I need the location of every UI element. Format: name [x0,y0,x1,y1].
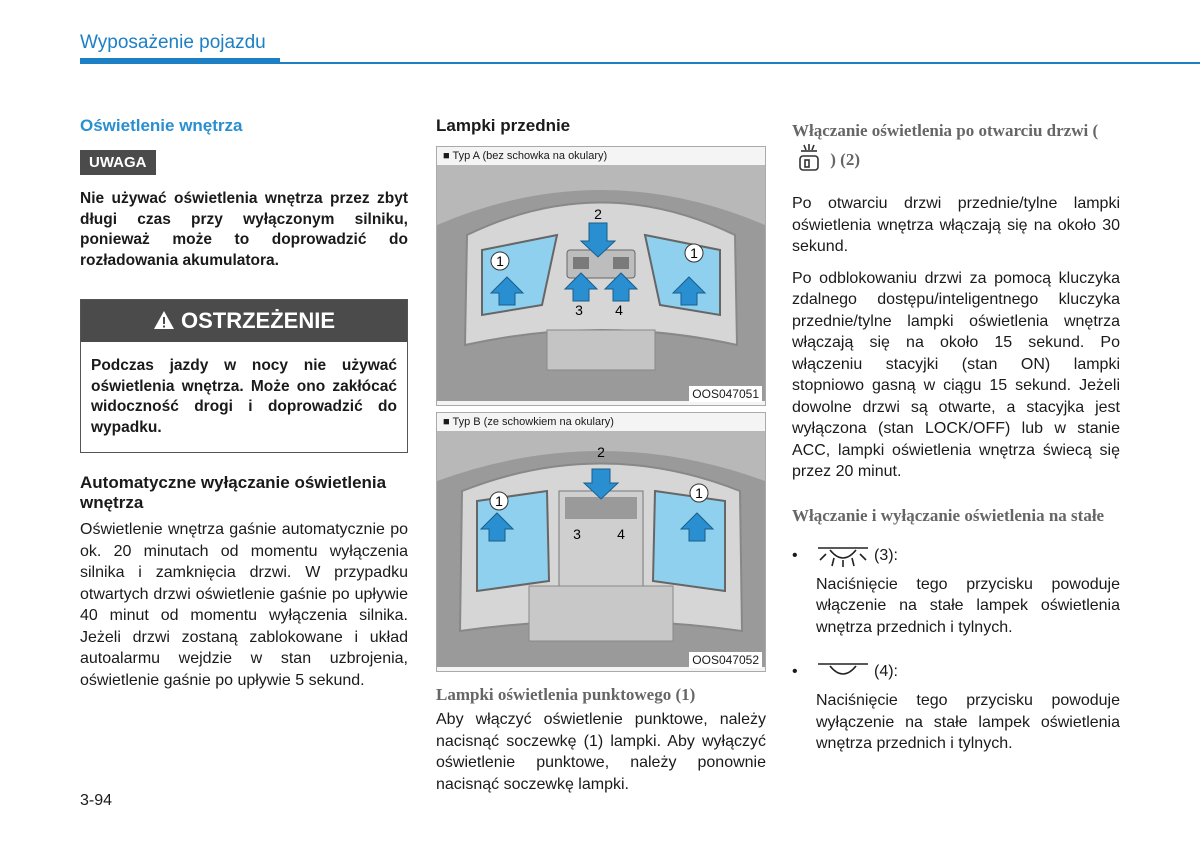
column-left [80,116,408,691]
header-accent-bar [80,58,280,64]
page-section-title: Wyposażenie pojazdu [80,32,266,53]
door-light-text-2: Po odblokowaniu drzwi za pomocą kluczyka zdalnego dostępu/inteligentnego kluczyka przednie/tylne lampki oświetlenia wnętrza włączają się na około 15 sekund. Po włączeniu stacyjki (stan ON) lampki stopniowo gasną w ciągu 15 sekund. Jeżeli dowolne drzwi są otwarte, a stacyjka jest wyłączona (stan LOCK/OFF) lub w stanie ACC, lampki oświetlenia wnętrza świecą się przez 20 minut. [792,269,1120,480]
section-title: Oświetlenie wnętrza [80,116,243,135]
door-light-text-1: Po otwarciu drzwi przednie/tylne lampki oświetlenia wnętrza włączają się na około 30 sekund. [792,195,1120,255]
bullet-lamp-on-label: (3): [874,546,898,564]
column-middle [436,116,766,795]
overhead-console-a-illustration [437,165,765,401]
bullet-lamp-on [792,544,1120,568]
warning-box [80,299,408,453]
lamp-off-icon [816,660,870,684]
callout-2: 2 [594,206,602,222]
door-heading-part-b: ) (2) [830,150,860,169]
callout-4: 4 [615,302,623,318]
figure-b-code: OOS047052 [689,652,762,668]
notice-badge: UWAGA [80,150,156,175]
page-number: 3-94 [80,792,113,809]
door-light-heading [792,120,1120,175]
bullet-lamp-on-text: Naciśnięcie tego przycisku powoduje włączenie na stałe lampek oświetlenia wnętrza przednich i tylnych. [816,575,1120,636]
front-lamps-heading: Lampki przednie [436,116,571,135]
callout-1-right: 1 [690,245,698,261]
door-heading-part-a: Włączanie oświetlenia po otwarciu drzwi ( [792,121,1099,140]
spot-lamp-heading: Lampki oświetlenia punktowego (1) [436,685,696,704]
door-lamp-button-icon [792,141,826,175]
bullet-dot: • [792,546,798,564]
callout-b-1-right: 1 [695,485,703,501]
callout-3: 3 [575,302,583,318]
warning-text: Podczas jazdy w nocy nie używać oświetlenia wnętrza. Może ono zakłócać widoczność drogi i doprowadzić do wypadku. [91,357,397,436]
on-off-heading: Włączanie i wyłączanie oświetlenia na stałe [792,505,1105,525]
overhead-console-b-illustration [437,431,765,667]
warning-header [81,300,407,342]
warning-label: OSTRZEŻENIE [180,308,335,333]
figure-a-caption: ■ Typ A (bez schowka na okulary) [443,150,608,162]
figure-a-code: OOS047051 [689,386,762,402]
warning-triangle-icon [153,310,175,330]
column-right [792,120,1120,755]
auto-off-heading: Automatyczne wyłączanie oświetlenia wnętrza [80,473,387,512]
bullet-lamp-off-label: (4): [874,663,898,680]
auto-off-text: Oświetlenie wnętrza gaśnie automatycznie po ok. 20 minutach od momentu wyłączenia silnika i zamknięcia drzwi. W przypadku otwartych drzwi oświetlenie gaśnie po upływie 40 minut od momentu wyłączenia silnika. Jeżeli drzwi zostaną zablokowane i układ autoalarmu wejdzie w stan uzbrojenia, oświetlenie gaśnie po upływie 5 sekund. [80,521,408,689]
figure-type-a [436,146,766,406]
callout-b-1-left: 1 [495,493,503,509]
figure-b-caption: ■ Typ B (ze schowkiem na okulary) [443,416,614,428]
bullet-lamp-off [792,660,1120,684]
callout-1-left: 1 [496,253,504,269]
bullet-lamp-off-text: Naciśnięcie tego przycisku powoduje wyłączenie na stałe lampek oświetlenia wnętrza przednich i tylnych. [816,692,1120,752]
bullet-dot: • [792,663,798,680]
callout-b-2: 2 [597,444,605,460]
lamp-on-icon [816,544,870,568]
callout-b-4: 4 [617,526,625,542]
callout-b-3: 3 [573,526,581,542]
header-rule [280,62,1200,64]
notice-text: Nie używać oświetlenia wnętrza przez zbyt długi czas przy wyłączonym silniku, ponieważ może to doprowadzić do rozładowania akumulatora. [80,190,408,269]
spot-lamp-text: Aby włączyć oświetlenie punktowe, należy nacisnąć soczewkę (1) lampki. Aby wyłączyć oświetlenie punktowe, należy ponownie nacisnąć soczewkę lampki. [436,711,766,793]
figure-type-b [436,412,766,672]
